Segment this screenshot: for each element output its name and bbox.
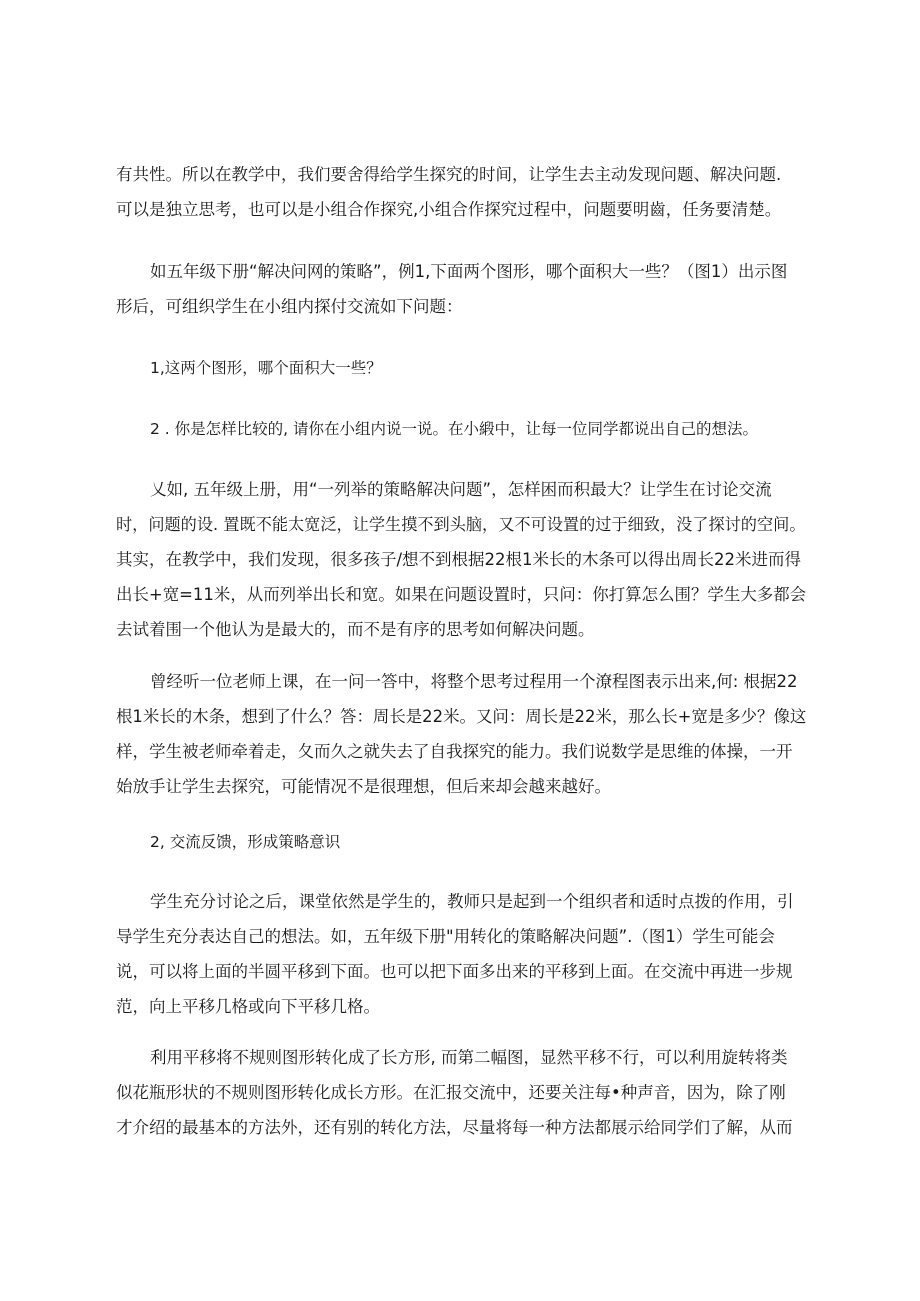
text-line: 其实，在教学中，我们发现，很多孩子/想不到根据22根1米长的木条可以得出周长22米进而得 xyxy=(116,550,802,569)
paragraph-7 xyxy=(116,825,806,860)
text-line: 可以是独立思考，也可以是小组合作探究,小组合作探究过程中，问题要明齒，任务要清楚。 xyxy=(116,200,782,219)
text-line: 去试着围一个他认为是最大的，而不是有序的思考如何解决问题。 xyxy=(116,620,595,639)
text-line: 才介绍的最基本的方法外，还有别的转化方法，尽量将每一种方法都展示给同学们了解，从而 xyxy=(116,1118,793,1137)
text-line: 乂如, 五年级上册，用“一列举的策略解决问题”，怎样困而积最大？让学生在讨论交流 xyxy=(150,480,772,499)
text-line: 形后，可组织学生在小组内探付交流如下问题： xyxy=(116,297,463,316)
text-line: 有共性。所以在教学中，我们要舍得给学生探究的时间，让学生去主动发现问题、解决问题. xyxy=(116,165,782,184)
text-line: 2 . 你是怎样比较的, 请你在小组内说一说。在小緞中，让每一位同学都说出自己的想法。 xyxy=(150,420,758,438)
text-line: 学生充分讨论之后，课堂依然是学生的，教师只是起到一个组织者和适时点拨的作用，引 xyxy=(150,892,794,911)
paragraph-1 xyxy=(116,157,806,227)
section-heading: 2, 交流反馈，形成策略意识 xyxy=(150,833,341,851)
text-line: 根1米长的木条，想到了什么？答：周长是22米。又问：周长是22米，那么长+宽是多少？像这 xyxy=(116,707,807,726)
text-line: 样，学生被老师牵着走，夂而久之就失去了自我探究的能力。我们说数学是思维的体操，一开 xyxy=(116,742,793,761)
text-line: 导学生充分表达自己的想法。如，五年级下册"用转化的策略解决问题”.（图1）学生可能会 xyxy=(116,927,775,946)
text-line: 范，向上平移几格或向下平移几格。 xyxy=(116,997,380,1016)
paragraph-5 xyxy=(116,472,806,647)
paragraph-4 xyxy=(116,412,806,447)
text-line: 始放手让学生去探究，可能情况不是很理想，但后来却会越来越好。 xyxy=(116,777,611,796)
paragraph-9 xyxy=(116,1040,806,1145)
text-line: 1,这两个图形，哪个面积大一些？ xyxy=(150,359,382,377)
paragraph-3 xyxy=(116,351,806,386)
text-line: 说，可以将上面的半圆平移到下面。也可以把下面多出来的平移到上面。在交流中再进一步规 xyxy=(116,962,793,981)
paragraph-8 xyxy=(116,884,806,1024)
text-line: 利用平移将不规则图形转化成了长方形, 而第二幅图，显然平移不行，可以利用旋转将类 xyxy=(150,1048,788,1067)
text-line: 曾经听一位老师上课，在一问一答中，将整个思考过程用一个潦程图表示出来,何: 根据22 xyxy=(150,672,798,691)
text-line: 如五年级下册“解决问网的策略”，例1,下面两个图形，哪个面积大一些？（图1）出示图 xyxy=(150,262,788,281)
text-line: 出长+宽=11米，从而列举出长和宽。如果在问题设置时，只问：你打算怎么围？学生大多都会 xyxy=(116,585,807,604)
paragraph-2 xyxy=(116,254,806,324)
text-line: 似花瓶形状的不规则图形转化成长方形。在汇报交流中，还要关注每•种声音，因为，除了刚 xyxy=(116,1083,786,1102)
text-line: 时，问题的设. 置既不能太宽泛，让学生摸不到头脑，又不可设置的过于细致，没了探讨的空间。 xyxy=(116,515,806,534)
paragraph-6 xyxy=(116,664,806,804)
